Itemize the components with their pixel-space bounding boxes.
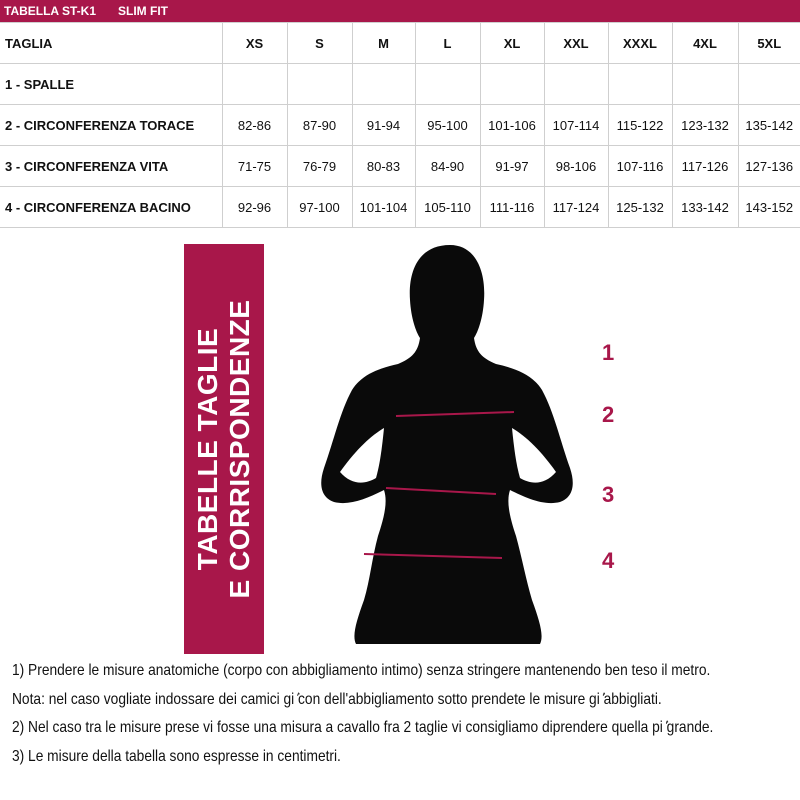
table-cell: 135-142	[738, 105, 800, 146]
table-cell: 101-104	[352, 187, 415, 228]
size-header: L	[415, 23, 480, 64]
silhouette-shape	[321, 245, 573, 644]
row-label: 1 - SPALLE	[0, 64, 222, 105]
banner-line-2: E CORRISPONDENZE	[224, 299, 255, 599]
note-line: 3) Le misure della tabella sono espresse in centimetri.	[12, 747, 341, 765]
table-cell: 71-75	[222, 146, 287, 187]
table-cell: 95-100	[415, 105, 480, 146]
table-cell: 107-116	[608, 146, 672, 187]
row-label: 2 - CIRCONFERENZA TORACE	[0, 105, 222, 146]
body-silhouette	[300, 240, 600, 650]
table-row	[0, 105, 800, 146]
table-cell: 82-86	[222, 105, 287, 146]
table-cell: 133-142	[672, 187, 738, 228]
note-line: 1) Prendere le misure anatomiche (corpo con abbigliamento intimo) senza stringere mantenendo ben teso il metro.	[12, 662, 711, 679]
size-header: 4XL	[672, 23, 738, 64]
table-header-row	[0, 23, 800, 64]
table-cell: 111-116	[480, 187, 544, 228]
table-cell	[544, 64, 608, 105]
table-cell: 117-124	[544, 187, 608, 228]
size-column-header: TAGLIA	[0, 23, 222, 64]
size-header: XL	[480, 23, 544, 64]
table-cell: 91-94	[352, 105, 415, 146]
marker-2: 2	[602, 402, 615, 427]
size-header: 5XL	[738, 23, 800, 64]
banner-line-1: TABELLE TAGLIE	[192, 327, 223, 571]
table-cell: 127-136	[738, 146, 800, 187]
table-cell	[287, 64, 352, 105]
table-cell: 117-126	[672, 146, 738, 187]
table-cell: 76-79	[287, 146, 352, 187]
table-cell: 107-114	[544, 105, 608, 146]
note-line: Nota: nel caso vogliate indossare dei camici giۢ con dell'abbigliamento sotto prendete le misure giۢ abbigliati.	[12, 690, 662, 708]
table-row	[0, 146, 800, 187]
fit-label: SLIM FIT	[118, 4, 168, 18]
row-label: 3 - CIRCONFERENZA VITA	[0, 146, 222, 187]
table-cell: 143-152	[738, 187, 800, 228]
table-cell: 84-90	[415, 146, 480, 187]
table-cell: 91-97	[480, 146, 544, 187]
table-cell	[222, 64, 287, 105]
marker-4: 4	[602, 548, 615, 573]
table-cell: 87-90	[287, 105, 352, 146]
table-cell: 105-110	[415, 187, 480, 228]
table-cell	[672, 64, 738, 105]
side-banner	[184, 244, 264, 654]
size-header: M	[352, 23, 415, 64]
marker-1: 1	[602, 340, 615, 365]
size-header: XXL	[544, 23, 608, 64]
marker-3: 3	[602, 482, 615, 507]
table-cell: 92-96	[222, 187, 287, 228]
size-header: S	[287, 23, 352, 64]
notes	[12, 657, 798, 771]
table-cell: 125-132	[608, 187, 672, 228]
size-header: XXXL	[608, 23, 672, 64]
table-cell: 97-100	[287, 187, 352, 228]
table-row	[0, 64, 800, 105]
table-cell: 123-132	[672, 105, 738, 146]
size-table	[0, 22, 800, 228]
table-cell: 101-106	[480, 105, 544, 146]
table-cell: 115-122	[608, 105, 672, 146]
table-cell	[415, 64, 480, 105]
table-row	[0, 187, 800, 228]
table-cell	[608, 64, 672, 105]
table-header-bar	[0, 0, 800, 22]
note-line: 2) Nel caso tra le misure prese vi fosse una misura a cavallo fra 2 taglie vi consigliamo diprendere quella piۢ grande.	[12, 719, 714, 736]
size-header: XS	[222, 23, 287, 64]
banner-text	[192, 244, 256, 654]
table-cell	[738, 64, 800, 105]
row-label: 4 - CIRCONFERENZA BACINO	[0, 187, 222, 228]
table-title: TABELLA ST-K1	[4, 4, 96, 18]
table-cell: 98-106	[544, 146, 608, 187]
table-cell: 80-83	[352, 146, 415, 187]
table-cell	[480, 64, 544, 105]
table-cell	[352, 64, 415, 105]
